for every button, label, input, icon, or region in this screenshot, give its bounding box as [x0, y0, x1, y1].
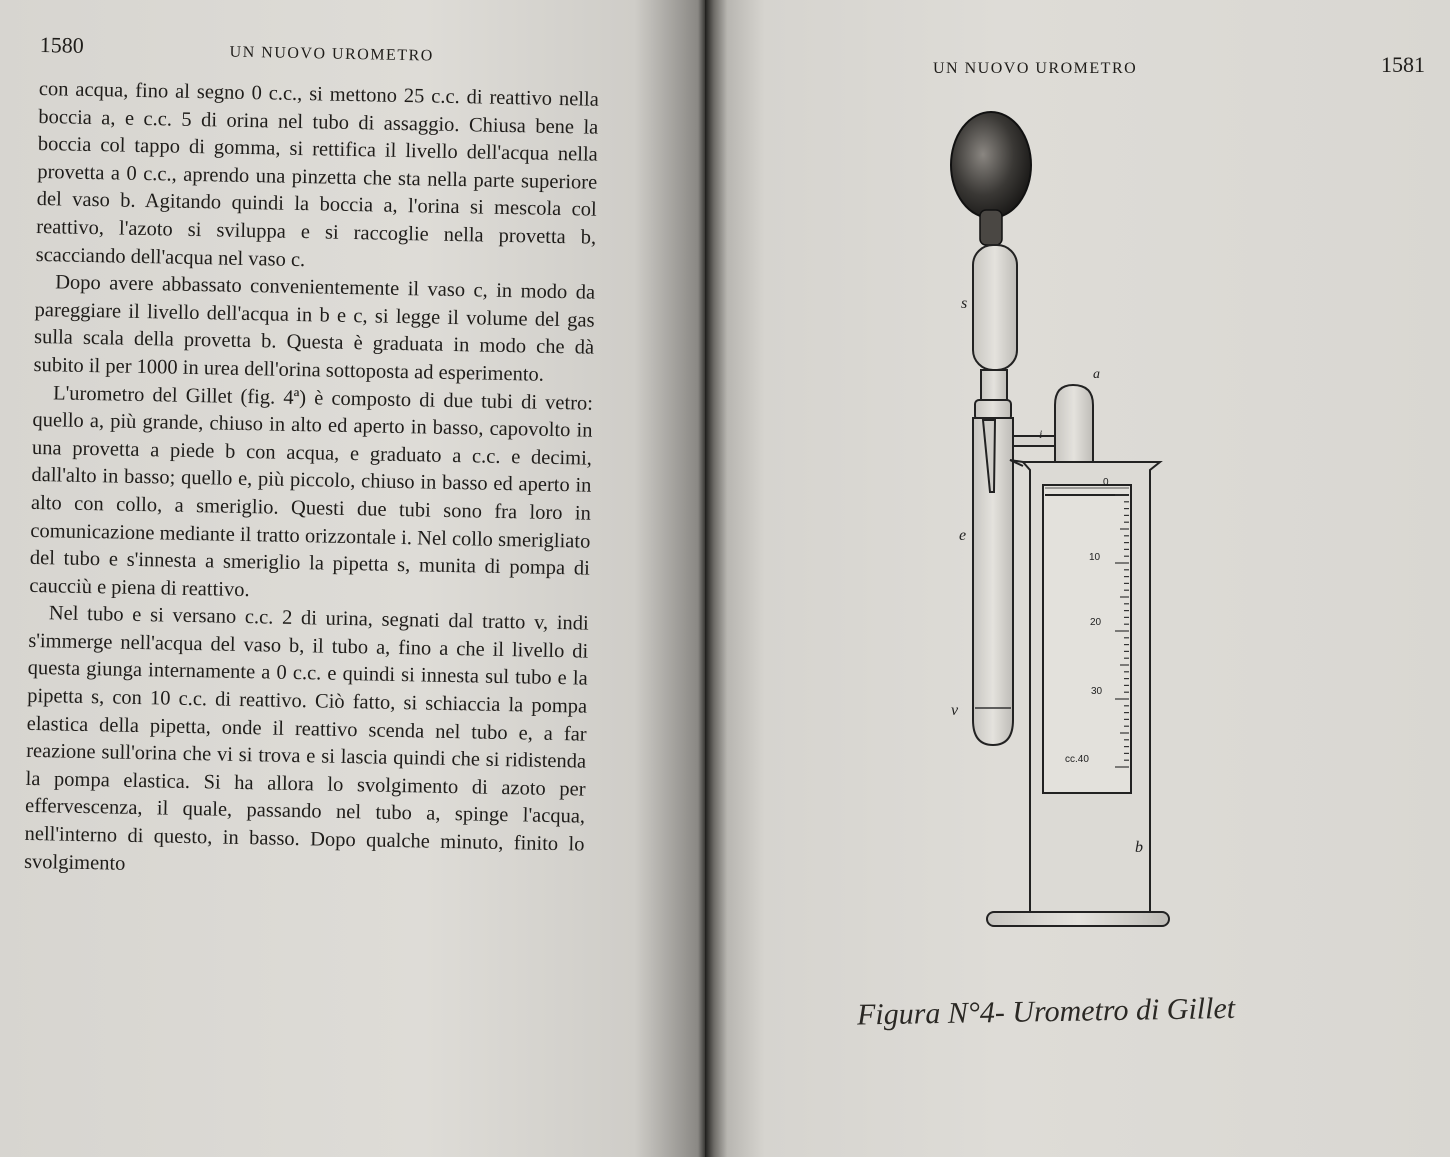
side-tube-i	[1013, 436, 1055, 446]
label-v: v	[951, 702, 959, 719]
left-running-head	[39, 32, 599, 73]
scale-label-0: 0	[1103, 477, 1109, 488]
scale-label-30: 30	[1091, 686, 1103, 697]
label-b: b	[1135, 839, 1143, 856]
figure-caption: Figura N°4- Urometro di Gillet	[856, 991, 1236, 1032]
page-number-right: 1581	[1381, 52, 1425, 77]
label-a: a	[1093, 367, 1100, 382]
paragraph-4: Nel tubo e si versano c.c. 2 di urina, segnati dal tratto v, indi s'immerge nell'acqua del vaso b, il tubo a, fino a che il livello di questa giunga internamente a 0 c.c. e quindi si innesta sul tubo e la pipetta s, con 10 c.c. di reattivo. Ciò fatto, si schiaccia la pompa elastica della pipetta, onde il reattivo scenda nel tubo e, a far reazione sull'orina che vi si trova e si lascia quindi che si ridistenda la pompa elastica. Si ha allora lo svolgimento di azoto per effervescenza, il quale, passando nel tubo a, spinge l'acqua, nell'interno di questo, in basso. Dopo qualche minuto, finito lo svolgimento	[23, 602, 589, 875]
paragraph-1: con acqua, fino al segno 0 c.c., si mettono 25 c.c. di reattivo nella boccia a, e c.c. 5 di orina nel tubo di assaggio. Chiusa bene la boccia col tappo di gomma, si rettifica il livello dell'acqua nella provetta a 0 c.c., aprendo una pinzetta che sta nella parte superiore del vaso b. Agitando quindi la boccia a, l'orina si mescola col reattivo, l'azoto si sviluppa e si raccoglie nella provetta b, scacciando dell'acqua nel vaso c.	[35, 77, 600, 271]
tube-e	[973, 418, 1013, 745]
right-page	[705, 0, 1450, 1157]
left-page-content	[24, 32, 600, 887]
label-s: s	[961, 295, 968, 312]
urometer-illustration	[935, 100, 1275, 940]
base	[987, 912, 1169, 926]
label-e: e	[959, 527, 967, 544]
body-text	[24, 76, 599, 887]
page-number-left: 1580	[39, 32, 84, 58]
scale-label-20: 20	[1090, 617, 1102, 628]
paragraph-3: L'urometro del Gillet (fig. 4ª) è composto di due tubi di vetro: quello a, più grande, chiuso in alto ed aperto in basso, capovolto in una provetta a piede b con acqua, e graduato a c.c. e decimi, dall'alto in basso; quello e, più piccolo, chiuso in basso ed aperto in alto con collo, a smeriglio. Questi due tubi sono fra loro in comunicazione mediante il tratto orizzontale i. Nel collo smerigliato del tubo e s'innesta a smeriglio la pipetta s, munita di pompa di caucciù e piena di reattivo.	[29, 381, 594, 601]
running-title-left: UN NUOVO UROMETRO	[229, 43, 434, 65]
paragraph-2: Dopo avere abbassato convenientemente il vaso c, in modo da pareggiare il livello dell'acqua in b e c, si legge il volume del gas sulla scala della provetta b. Questa è graduata in modo che dà subito il per 1000 in urea dell'orina sottoposta ad esperimento.	[33, 271, 596, 386]
running-title-right: UN NUOVO UROMETRO	[933, 60, 1138, 77]
label-i: i	[1039, 427, 1043, 441]
pump-bulb	[951, 112, 1031, 245]
right-page-content	[705, 0, 1450, 1157]
right-running-head	[933, 52, 1425, 82]
scale-tube	[1043, 485, 1131, 793]
scale-label-10: 10	[1089, 552, 1101, 563]
scale-label-40: cc.40	[1065, 754, 1089, 765]
pipette	[973, 245, 1017, 420]
left-page	[0, 0, 705, 1157]
